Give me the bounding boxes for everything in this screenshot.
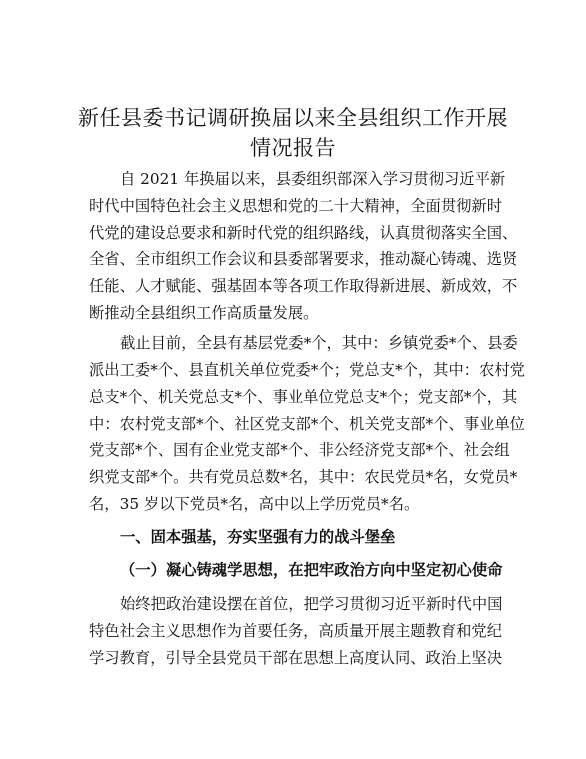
paragraph-1-line-6: 断推动全县组织工作高质量发展。 xyxy=(89,304,319,322)
paragraph-1-line-4: 全省、全市组织工作会议和县委部署要求，推动凝心铸魂、选贤 xyxy=(89,250,518,268)
report-title-line-1: 新任县委书记调研换届以来全县组织工作开展 xyxy=(78,106,508,130)
paragraph-2-line-7: 名，35 岁以下党员*名，高中以上学历党员*名。 xyxy=(89,495,420,513)
paragraph-2-line-5: 党支部*个、国有企业党支部*个、非公经济党支部*个、社会组 xyxy=(89,441,510,459)
paragraph-1-line-1: 自 2021 年换届以来，县委组织部深入学习贯彻习近平新 xyxy=(120,170,506,188)
section-heading-1: 一、固本强基，夯实坚强有力的战斗堡垒 xyxy=(120,528,396,546)
paragraph-2-line-4: 中：农村党支部*个、社区党支部*个、机关党支部*个、事业单位 xyxy=(89,415,525,433)
subsection-heading-1: （一）凝心铸魂学思想，在把牢政治方向中坚定初心使命 xyxy=(120,561,503,579)
paragraph-1-line-2: 时代中国特色社会主义思想和党的二十大精神，全面贯彻新时 xyxy=(89,197,503,215)
paragraph-1-line-5: 任能、人才赋能、强基固本等各项工作取得新进展、新成效，不 xyxy=(89,277,518,295)
report-title-line-2: 情况报告 xyxy=(250,136,336,160)
paragraph-2-line-6: 织党支部*个。共有党员总数*名，其中：农民党员*名，女党员* xyxy=(89,468,518,486)
paragraph-1-line-3: 代党的建设总要求和新时代党的组织路线，认真贯彻落实全国、 xyxy=(89,224,518,242)
paragraph-3-line-3: 学习教育，引导全县党员干部在思想上高度认同、政治上坚决 xyxy=(89,649,503,667)
paragraph-3-line-2: 特色社会主义思想作为首要任务，高质量开展主题教育和党纪 xyxy=(89,622,503,640)
paragraph-3-line-1: 始终把政治建设摆在首位，把学习贯彻习近平新时代中国 xyxy=(120,595,503,613)
paragraph-2-line-1: 截止目前，全县有基层党委*个，其中：乡镇党委*个、县委 xyxy=(120,334,518,352)
paragraph-2-line-3: 总支*个、机关党总支*个、事业单位党总支*个；党支部*个，其 xyxy=(89,388,518,406)
paragraph-2-line-2: 派出工委*个、县直机关单位党委*个；党总支*个，其中：农村党 xyxy=(89,361,525,379)
